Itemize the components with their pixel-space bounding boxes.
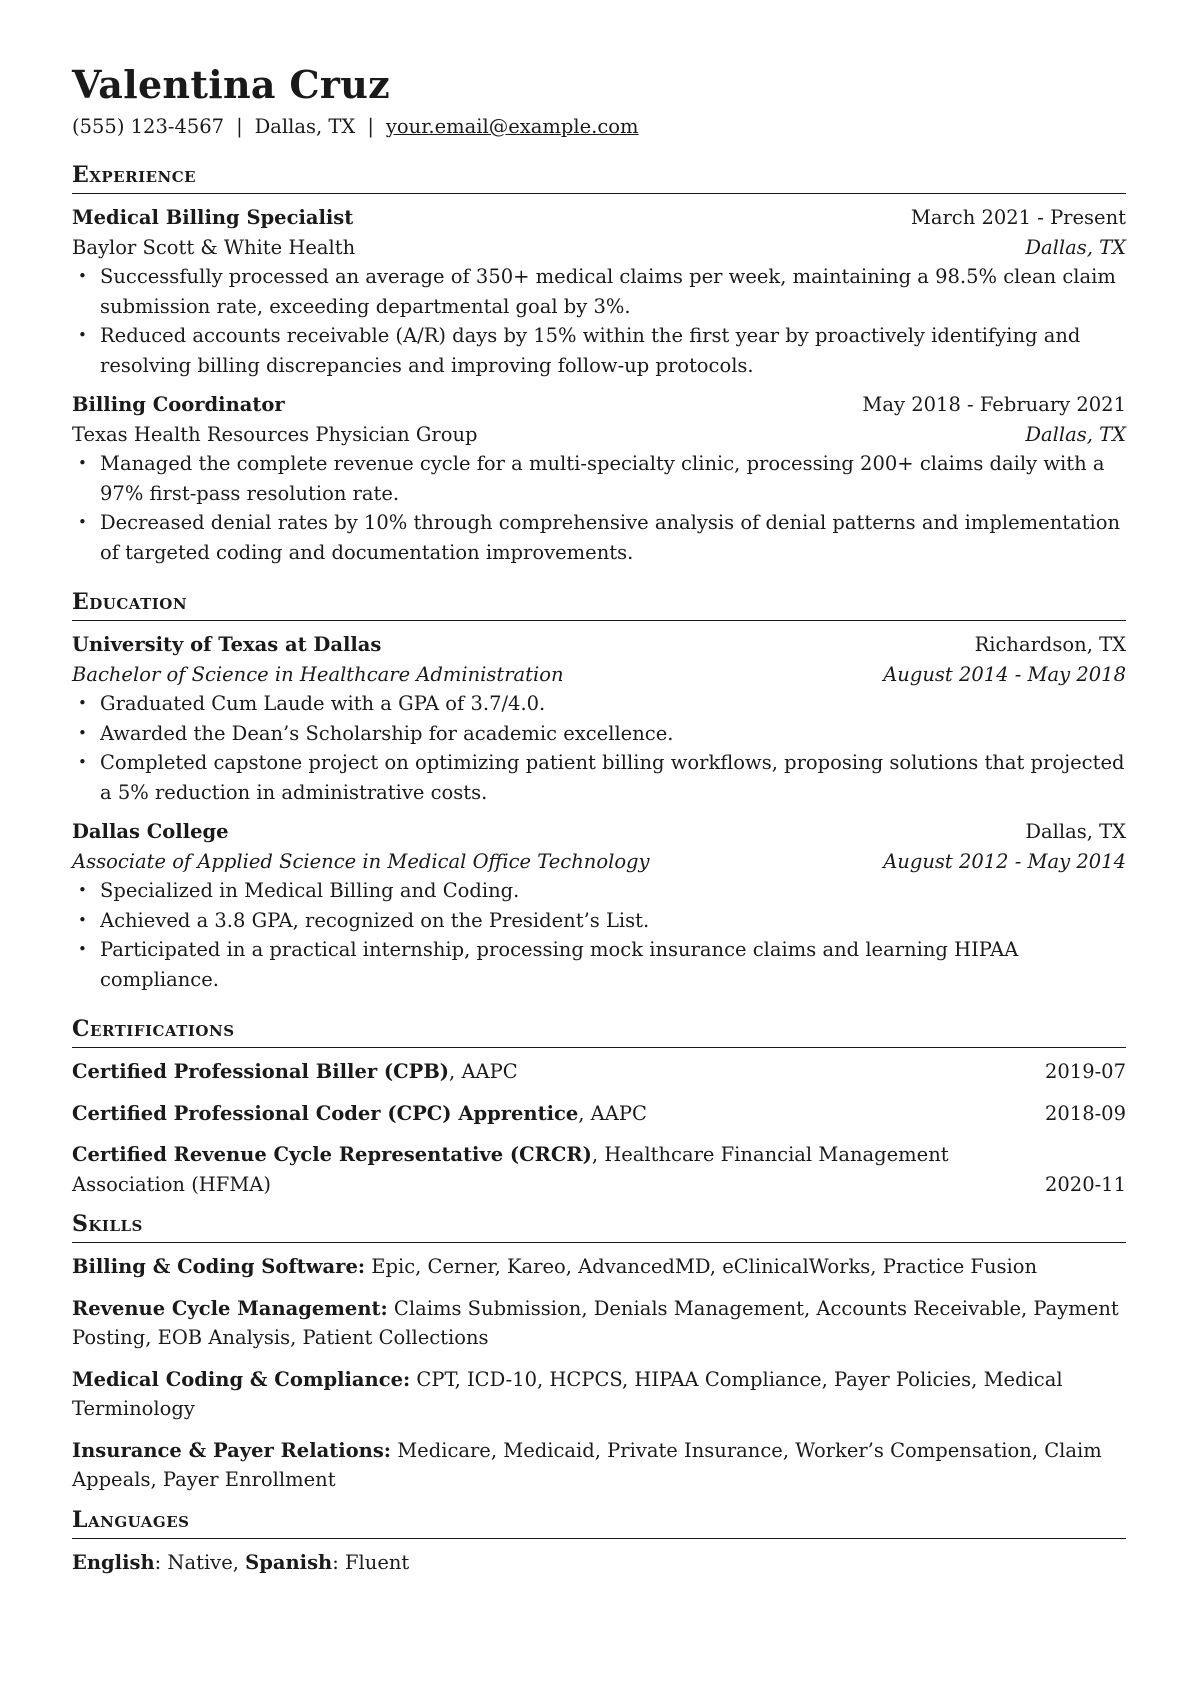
bullet-list [72,876,1126,994]
school-location: Richardson, TX [974,633,1126,656]
separator: | [367,115,374,138]
certification-item [72,1057,1126,1087]
experience-entry [72,203,1126,380]
certification-date: 2018-09 [1044,1101,1126,1125]
certification-date: 2019-07 [1044,1060,1126,1083]
separator: | [236,115,243,138]
bullet-item: • Decreased denial rates by 10% through comprehensive analysis of denial patterns and implementation of targeted coding and documentation improvements. [72,508,1126,567]
section-title-certifications: Certifications [72,1016,1126,1048]
job-dates: March 2021 - Present [910,206,1126,229]
bullet-list [72,689,1126,807]
skill-values: Claims Submission, Denials Management, Accounts Receivable, Payment Posting, EOB Analysis, Patient Collections [72,1296,1119,1349]
bullet-item: • Awarded the Dean’s Scholarship for academic excellence. [72,719,1126,749]
candidate-name: Valentina Cruz [72,62,390,107]
skill-row [72,1365,1126,1424]
bullet-item: • Specialized in Medical Billing and Coding. [72,876,1126,906]
company-name: Texas Health Resources Physician Group [72,422,478,446]
section-title-experience: Experience [72,162,1126,194]
certification-issuer: , AAPC [449,1060,518,1083]
bullet-item: • Reduced accounts receivable (A/R) days by 15% within the first year by proactively identifying and resolving billing discrepancies and improving follow-up protocols. [72,321,1126,380]
certification-issuer: , Healthcare Financial Management Association (HFMA) [72,1143,949,1196]
experience-entry [72,390,1126,567]
education-entry [72,630,1126,807]
school-name: University of Texas at Dallas [72,633,382,656]
skill-row [72,1252,1126,1282]
job-title: Billing Coordinator [72,393,285,416]
bullet-item: • Participated in a practical internship, processing mock insurance claims and learning HIPAA compliance. [72,935,1126,994]
bullet-item: • Managed the complete revenue cycle for a multi-specialty clinic, processing 200+ claims daily with a 97% first-pass resolution rate. [72,449,1126,508]
certification-issuer: , AAPC [578,1101,647,1125]
bullet-list [72,449,1126,567]
bullet-item: • Completed capstone project on optimizing patient billing workflows, proposing solutions that projected a 5% reduction in administrative costs. [72,748,1126,807]
degree-name: Bachelor of Science in Healthcare Administration [72,662,564,686]
certification-item [72,1140,1126,1199]
job-location: Dallas, TX [1025,235,1126,259]
certification-name: Certified Professional Coder (CPC) Apprentice [72,1101,579,1125]
resume-page [72,62,1126,1577]
school-name: Dallas College [72,820,229,843]
skill-category: Insurance & Payer Relations: [72,1438,392,1462]
skill-category: Revenue Cycle Management: [72,1296,388,1320]
certification-name: Certified Revenue Cycle Representative (CRCR) [72,1143,592,1166]
skill-row [72,1294,1126,1353]
location: Dallas, TX [254,115,356,138]
language-level: : Native, [154,1550,246,1574]
certification-item [72,1099,1126,1129]
bullet-item: • Successfully processed an average of 350+ medical claims per week, maintaining a 98.5% clean claim submission rate, exceeding departmental goal by 3%. [72,262,1126,321]
job-title: Medical Billing Specialist [72,206,354,229]
email-link[interactable]: your.email@example.com [385,115,639,138]
job-location: Dallas, TX [1025,422,1126,446]
language-name: Spanish [245,1550,333,1574]
certification-name: Certified Professional Biller (CPB) [72,1060,450,1083]
phone-number: (555) 123-4567 [72,115,225,138]
certification-date: 2020-11 [1044,1172,1126,1196]
contact-line [72,114,1126,140]
bullet-list [72,262,1126,380]
language-name: English [72,1550,155,1574]
skill-category: Billing & Coding Software: [72,1255,366,1278]
school-location: Dallas, TX [1025,820,1126,843]
skill-row [72,1436,1126,1495]
section-title-languages: Languages [72,1507,1126,1539]
bullet-item: • Graduated Cum Laude with a GPA of 3.7/4.0. [72,689,1126,719]
job-dates: May 2018 - February 2021 [862,393,1126,416]
education-entry [72,817,1126,994]
education-dates: August 2012 - May 2014 [883,849,1126,873]
skill-values: Medicare, Medicaid, Private Insurance, Worker’s Compensation, Claim Appeals, Payer Enrollment [72,1438,1102,1491]
degree-name: Associate of Applied Science in Medical Office Technology [72,849,650,873]
skill-values: CPT, ICD-10, HCPCS, HIPAA Compliance, Payer Policies, Medical Terminology [72,1367,1063,1420]
education-dates: August 2014 - May 2018 [883,662,1126,686]
skill-category: Medical Coding & Compliance: [72,1367,411,1391]
languages-line [72,1548,1126,1578]
company-name: Baylor Scott & White Health [72,235,356,259]
language-level: : Fluent [332,1550,410,1574]
section-title-skills: Skills [72,1211,1126,1243]
bullet-item: • Achieved a 3.8 GPA, recognized on the President’s List. [72,906,1126,936]
skill-values: Epic, Cerner, Kareo, AdvancedMD, eClinicalWorks, Practice Fusion [365,1255,1038,1278]
section-title-education: Education [72,589,1126,621]
